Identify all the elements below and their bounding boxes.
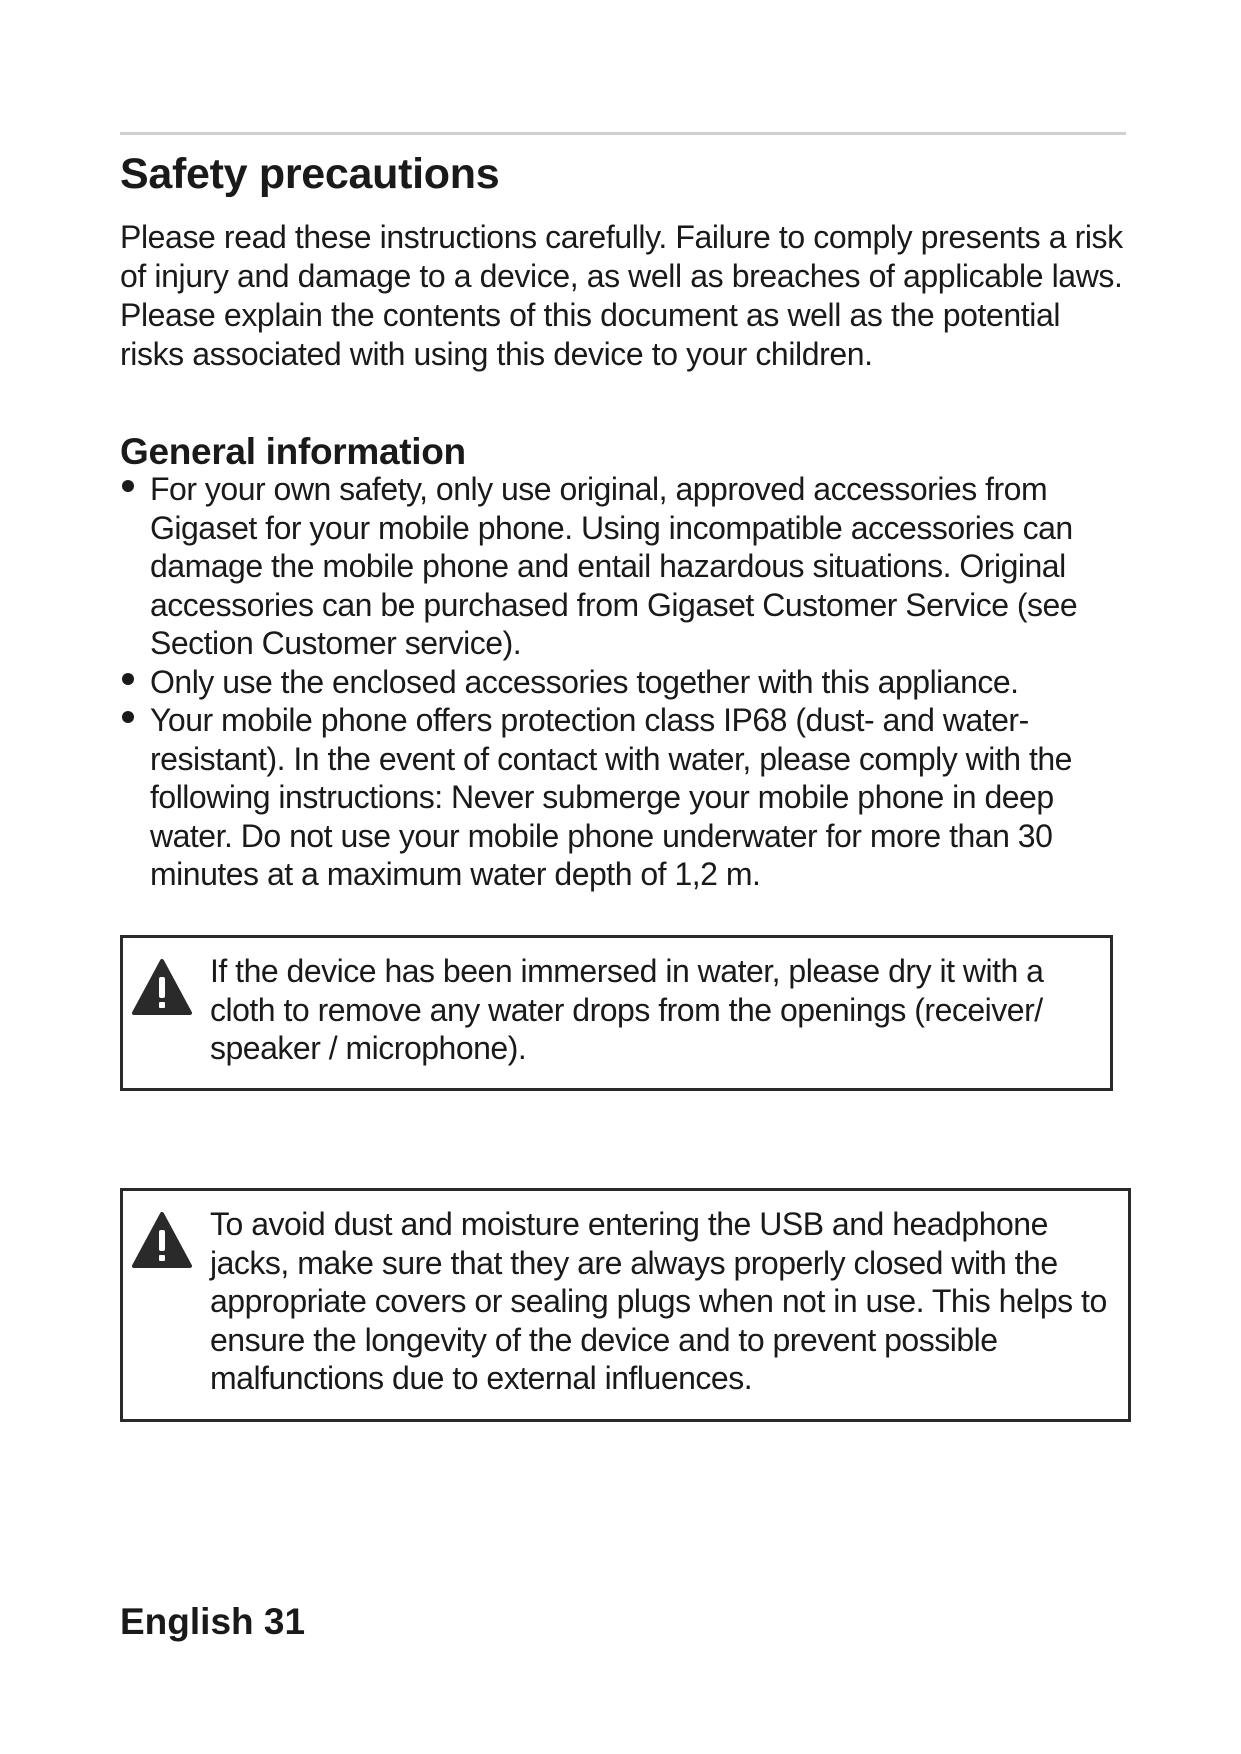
bullet-dot-icon [122,673,134,685]
warning-notice-dust [120,1188,1131,1422]
list-item-text: Your mobile phone offers protection class IP68 (dust- and water-resistant). In the event of contact with water, please comply with the following instructions: Never submerge your mobile phone in deep water. Do not use your mobile phone underwater for more than 30 minutes at a maximum water depth of 1,2 m. [150,702,1072,892]
intro-paragraph: Please explain the contents of this document as well as the potential risks associated with using this device to your children. [120,297,1061,372]
notice-text: If the device has been immersed in water, please dry it with a cloth to remove any water drops from the openings (receiver/ speaker / microphone). [210,953,1044,1066]
warning-notice-water [120,935,1113,1091]
page-title: Safety precautions [120,150,500,198]
list-item-text: Only use the enclosed accessories together with this appliance. [150,663,1019,700]
intro-text [120,218,1130,374]
section-heading-general: General information [120,431,466,472]
notice-text: To avoid dust and moisture entering the USB and headphone jacks, make sure that they are always properly closed with the appropriate covers or sealing plugs when not in use. This helps to ensure the longevity of the device and to prevent possible malfunctions due to external influences. [210,1206,1107,1396]
bullet-dot-icon [122,711,134,723]
page-footer: English 31 [120,1601,306,1642]
bullet-dot-icon [122,480,134,492]
list-item [120,663,1130,702]
list-item [120,701,1130,894]
top-rule [120,132,1126,135]
list-item [120,470,1130,663]
general-information-list [120,470,1130,894]
warning-triangle-icon [131,1211,193,1269]
warning-triangle-icon [131,958,193,1016]
list-item-text: For your own safety, only use original, approved accessories from Gigaset for your mobile phone. Using incompatible accessories can damage the mobile phone and entail hazardous situations. Original accessories can be purchased from Gigaset Customer Service (see Section Customer service). [150,471,1078,661]
intro-paragraph: Please read these instructions carefully. Failure to comply presents a risk of injury and damage to a device, as well as breaches of applicable laws. [120,219,1123,294]
